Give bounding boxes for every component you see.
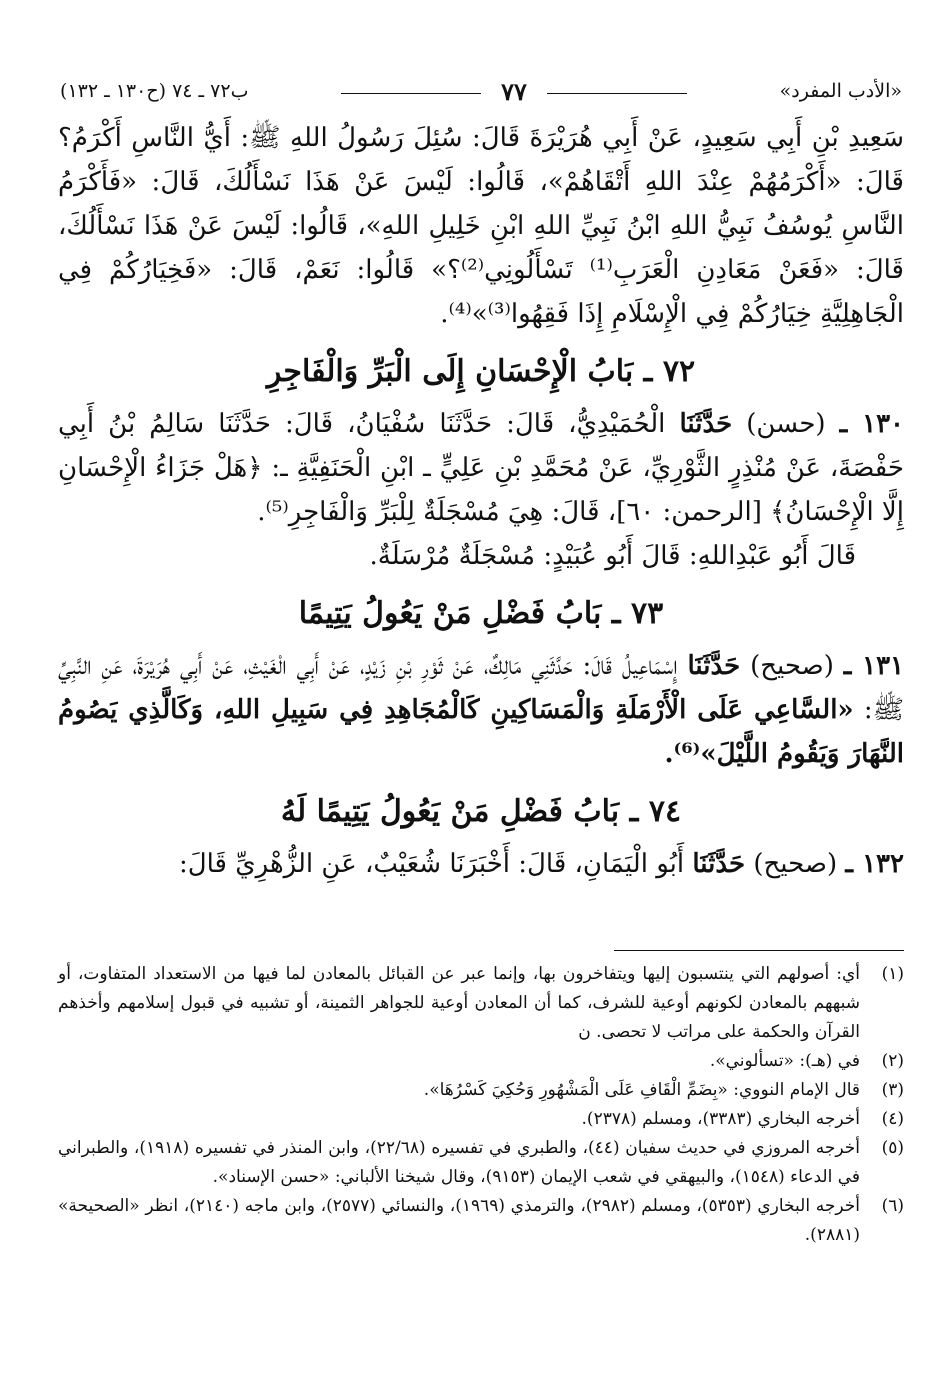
chapter-heading-74: ٧٤ ـ بَابُ فَضْلِ مَنْ يَعُولُ يَتِيمًا لَهُ bbox=[280, 794, 682, 829]
hadith-text: الْحُمَيْدِيُّ، قَالَ: حَدَّثَنَا سُفْيَانُ، قَالَ: حَدَّثَنَا سَالِمُ بْنُ أَبِي حَفْصَةَ، عَنْ مُنْذِرٍ الثَّوْرِيِّ، عَنْ مُحَمَّدِ بْنِ عَلِيٍّ ـ ابْنِ الْحَنَفِيَّةِ ـ: ﴿هَلْ جَزَاءُ الْإِحْسَانِ إِلَّا الْإِحْسَانُ﴾ [الرحمن: ٦٠]، قَالَ: هِيَ مُسْجَلَةٌ لِلْبَرِّ وَالْفَاجِرِ⁽⁵⁾. bbox=[58, 409, 904, 527]
haddathana-word: حَدَّثَنَا bbox=[679, 409, 733, 439]
footnote-text: قال الإمام النووي: «بِضَمِّ الْقَافِ عَلَى الْمَشْهُورِ وَحُكِيَ كَسْرُهَا». bbox=[423, 1080, 860, 1100]
footnote-number: (٥) bbox=[881, 1138, 904, 1158]
hadith-131 bbox=[58, 644, 904, 776]
hadith-grade: (صحيح) bbox=[753, 849, 838, 879]
hadith-number: ١٣٠ ـ bbox=[839, 409, 905, 439]
footnote-number: (٢) bbox=[881, 1051, 904, 1071]
main-text bbox=[58, 116, 904, 886]
header-rule-left bbox=[341, 93, 481, 94]
footnote-item bbox=[58, 1047, 904, 1076]
page-number: ٧٧ bbox=[501, 76, 527, 106]
footnote-item bbox=[58, 1076, 904, 1105]
footnote-separator bbox=[614, 950, 904, 951]
hadith-132 bbox=[58, 842, 904, 886]
hadith-number: ١٣٢ ـ bbox=[845, 849, 904, 879]
footnote-number: (١) bbox=[881, 964, 904, 984]
header-rule-right bbox=[547, 93, 687, 94]
hadith-continuation: سَعِيدِ بْنِ أَبِي سَعِيدٍ، عَنْ أَبِي هُرَيْرَةَ قَالَ: سُئِلَ رَسُولُ اللهِ ﷺ: أَيُّ النَّاسِ أَكْرَمُ؟ قَالَ: «أَكْرَمُهُمْ عِنْدَ اللهِ أَتْقَاهُمْ»، قَالُوا: لَيْسَ عَنْ هَذَا نَسْأَلُكَ، قَالَ: «فَأَكْرَمُ النَّاسِ يُوسُفُ نَبِيُّ اللهِ ابْنُ نَبِيِّ اللهِ ابْنِ خَلِيلِ اللهِ»، قَالُوا: لَيْسَ عَنْ هَذَا نَسْأَلُكَ، قَالَ: «فَعَنْ مَعَادِنِ الْعَرَبِ⁽¹⁾ تَسْأَلُونِي⁽²⁾؟» قَالُوا: نَعَمْ، قَالَ: «فَخِيَارُكُمْ فِي الْجَاهِلِيَّةِ خِيَارُكُمْ فِي الْإِسْلَامِ إِذَا فَقِهُوا⁽³⁾»⁽⁴⁾. bbox=[58, 123, 904, 329]
book-title: «الأدب المفرد» bbox=[779, 80, 902, 102]
footnote-number: (٦) bbox=[881, 1196, 904, 1216]
chapter-heading-73: ٧٣ ـ بَابُ فَضْلِ مَنْ يَعُولُ يَتِيمًا bbox=[298, 596, 664, 631]
hadith-grade: (صحيح) bbox=[750, 651, 834, 681]
hadith-grade: (حسن) bbox=[746, 409, 826, 439]
footnote-text: أخرجه البخاري (٥٣٥٣)، ومسلم (٢٩٨٢)، والترمذي (١٩٦٩)، والنسائي (٢٥٧٧)، وابن ماجه (٢١٤٠)، انظر «الصحيحة» (٢٨٨١). bbox=[58, 1196, 860, 1245]
footnote-item bbox=[58, 1192, 904, 1250]
hadith-text: أَبُو الْيَمَانِ، قَالَ: أَخْبَرَنَا شُعَيْبٌ، عَنِ الزُّهْرِيِّ قَالَ: bbox=[178, 849, 685, 879]
chapter-hadith-range: ب٧٢ ـ ٧٤ (ح١٣٠ ـ ١٣٢) bbox=[60, 80, 249, 102]
hadith-matn: «السَّاعِي عَلَى الْأَرْمَلَةِ وَالْمَسَاكِينِ كَالْمُجَاهِدِ فِي سَبِيلِ اللهِ، وَكَالَّذِي يَصُومُ النَّهَارَ وَيَقُومُ اللَّيْلَ»⁽⁶⁾. bbox=[58, 695, 904, 769]
footnote-item bbox=[58, 1105, 904, 1134]
hadith-isnad: إِسْمَاعِيلُ قَالَ: حَدَّثَنِي مَالِكٌ، عَنْ ثَوْرِ بْنِ زَيْدٍ، عَنْ أَبِي الْغَيْثِ، عَنْ أَبِي هُرَيْرَةَ، عَنِ النَّبِيِّ ﷺ: bbox=[58, 651, 904, 725]
haddathana-word: حَدَّثَنَا bbox=[687, 651, 741, 681]
footnote-number: (٤) bbox=[881, 1109, 904, 1129]
haddathana-word: حَدَّثَنَا bbox=[692, 849, 746, 879]
hadith-number: ١٣١ ـ bbox=[843, 651, 905, 681]
footnotes bbox=[58, 960, 904, 1250]
running-header bbox=[60, 76, 902, 106]
hadith-130-note: قَالَ أَبُو عَبْدِاللهِ: قَالَ أَبُو عُبَيْدٍ: مُسْجَلَةٌ مُرْسَلَةٌ. bbox=[369, 541, 856, 571]
footnote-text: في (هـ): «تسألوني». bbox=[709, 1051, 860, 1071]
footnote-item bbox=[58, 960, 904, 1047]
footnote-text: أخرجه البخاري (٣٣٨٣)، ومسلم (٢٣٧٨). bbox=[581, 1109, 860, 1129]
header-center bbox=[341, 77, 687, 106]
hadith-130 bbox=[58, 402, 904, 534]
footnote-item bbox=[58, 1134, 904, 1192]
footnote-text: أخرجه المروزي في حديث سفيان (٤٤)، والطبري في تفسيره (٢٢/٦٨)، وابن المنذر في تفسيره (١٩١٨)، والطبراني في الدعاء (١٥٤٨)، والبيهقي في شعب الإيمان (٩١٥٣)، وقال شيخنا الألباني: «حسن الإسناد». bbox=[58, 1138, 861, 1187]
chapter-heading-72: ٧٢ ـ بَابُ الْإِحْسَانِ إِلَى الْبَرِّ وَالْفَاجِرِ bbox=[266, 354, 696, 389]
footnote-text: أي: أصولهم التي ينتسبون إليها ويتفاخرون بها، وإنما عبر عن القبائل بالمعادن لما فيها من الاستعداد المتفاوت، أو شبههم بالمعادن لكونهم أوعية للشرف، كما أن المعادن أوعية للجواهر الثمينة، أو تشبيه في قبول إسلامهم وأخذهم القرآن والحكمة على مراتب لا تحصى. ن bbox=[58, 964, 860, 1042]
footnote-number: (٣) bbox=[881, 1080, 904, 1100]
